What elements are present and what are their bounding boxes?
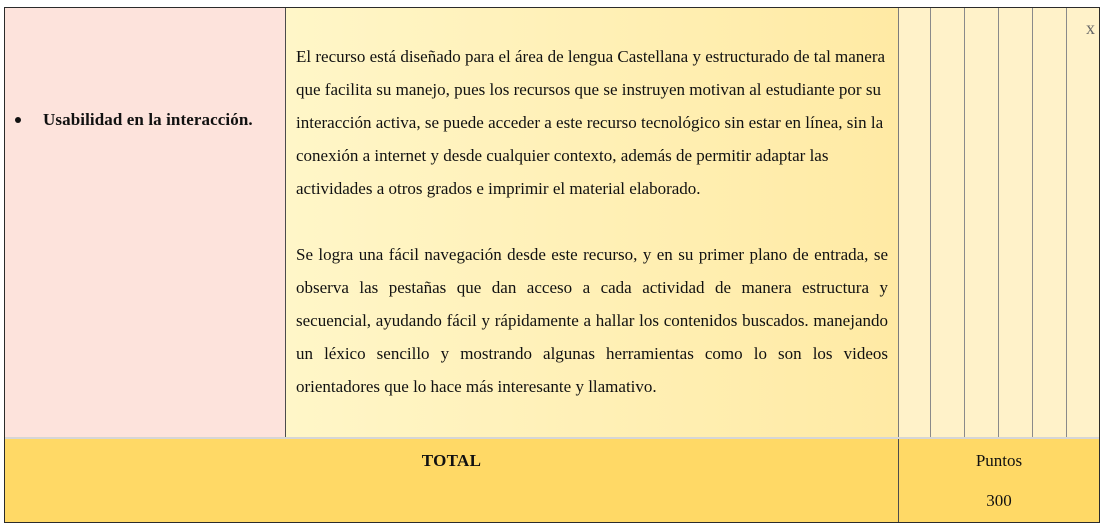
criterion-label: Usabilidad en la interacción.: [43, 110, 253, 129]
criterion-cell: [5, 8, 286, 437]
description-paragraph-1: El recurso está diseñado para el área de lengua Castellana y estructurado de tal manera que facilita su manejo, pues los recursos que se instruyen motivan al estudiante por su interacción activa, se puede acceder a este recurso tecnológico sin estar en línea, sin la conexión a internet y desde cualquier contexto, además de permitir adaptar las actividades a otros grados e imprimir el material elaborado.: [296, 47, 886, 198]
total-value: 300: [986, 491, 1012, 510]
total-score-cell: [899, 439, 1099, 522]
evaluation-table: [4, 7, 1100, 523]
score-mark: x: [1086, 18, 1095, 38]
total-label-cell: [5, 439, 899, 522]
score-cell-6: [1067, 8, 1099, 437]
description-cell: [286, 8, 899, 437]
score-cell-2: [931, 8, 965, 437]
bullet-icon: [15, 117, 21, 123]
criterion-row: [5, 8, 1099, 439]
description-paragraph-2: Se logra una fácil navegación desde este recurso, y en su primer plano de entrada, se observa las pestañas que dan acceso a cada actividad de manera estructura y secuencial, ayudando fácil y rápidamente a hallar los contenidos buscados. manejando un léxico sencillo y mostrando algunas herramientas como lo son los videos orientadores que lo hace más interesante y llamativo.: [296, 245, 888, 396]
total-label: TOTAL: [421, 451, 482, 470]
score-cell-4: [999, 8, 1033, 437]
total-row: [5, 439, 1099, 522]
score-cell-1: [899, 8, 931, 437]
score-cell-5: [1033, 8, 1067, 437]
total-units: Puntos: [975, 451, 1023, 470]
score-columns: [899, 8, 1099, 437]
criterion-list-item: [5, 110, 253, 130]
score-cell-3: [965, 8, 999, 437]
